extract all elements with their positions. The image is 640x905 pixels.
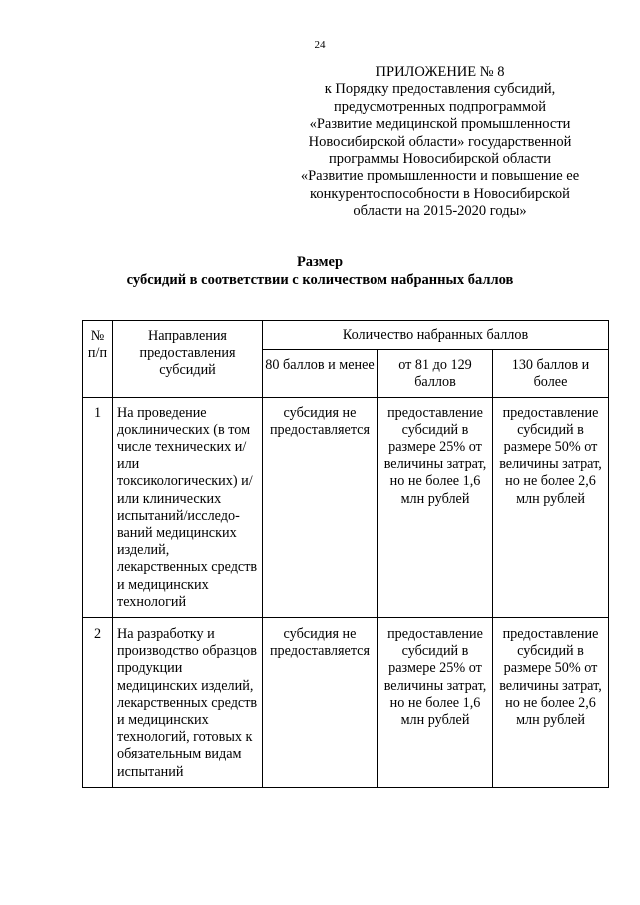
- header-direction: Направления предоставления субсидий: [113, 321, 263, 398]
- appendix-line: предусмотренных подпрограммой: [333, 98, 547, 115]
- header-score-group: Количество набранных баллов: [263, 321, 609, 350]
- table-row: [83, 397, 609, 617]
- appendix-line: программы Новосибирской области: [328, 151, 552, 168]
- table-title: [0, 253, 640, 289]
- appendix-line: к Порядку предоставления субсидий,: [324, 81, 556, 98]
- row-num: 1: [83, 397, 113, 617]
- row-col-81-129: предоставление субсидий в размере 25% от величины затрат, но не более 1,6 млн рублей: [378, 397, 493, 617]
- subsidy-table: [82, 320, 609, 788]
- table-header-row: [83, 321, 609, 350]
- header-col-80-or-less: 80 баллов и менее: [263, 350, 378, 397]
- row-col-80-or-less: субсидия не предоставляется: [263, 397, 378, 617]
- table-title-line1: Размер: [296, 254, 344, 270]
- row-num: 2: [83, 618, 113, 788]
- appendix-line: Новосибирской области» государственной: [308, 133, 572, 150]
- appendix-line: «Развитие промышленности и повышение ее: [300, 168, 580, 185]
- row-direction: На разработку и производство образцов продукции медицинских изделий, лекарственных средств и медицинских технологий, готовых к обязательным видам испытаний: [113, 618, 263, 788]
- row-col-81-129: предоставление субсидий в размере 25% от величины затрат, но не более 1,6 млн рублей: [378, 618, 493, 788]
- appendix-line: ПРИЛОЖЕНИЕ № 8: [375, 64, 505, 80]
- row-direction: На проведение доклинических (в том числе технических и/или токсикологических) и/или клинических испытаний/исследо-ваний медицинских изделий, лекарственных средств и медицинских технологий: [113, 397, 263, 617]
- appendix-line: области на 2015-2020 годы»: [353, 203, 527, 220]
- row-col-130-plus: предоставление субсидий в размере 50% от величины затрат, но не более 2,6 млн рублей: [493, 397, 609, 617]
- header-col-130-plus: 130 баллов и более: [493, 350, 609, 397]
- header-num: № п/п: [83, 321, 113, 398]
- table-row: [83, 618, 609, 788]
- row-col-130-plus: предоставление субсидий в размере 50% от величины затрат, но не более 2,6 млн рублей: [493, 618, 609, 788]
- table-title-line2: субсидий в соответствии с количеством набранных баллов: [126, 272, 514, 288]
- appendix-header: [300, 64, 580, 221]
- row-col-80-or-less: субсидия не предоставляется: [263, 618, 378, 788]
- header-col-81-129: от 81 до 129 баллов: [378, 350, 493, 397]
- appendix-line: конкурентоспособности в Новосибирской: [310, 185, 570, 202]
- page-number: 24: [314, 39, 326, 51]
- appendix-line: «Развитие медицинской промышленности: [309, 116, 571, 133]
